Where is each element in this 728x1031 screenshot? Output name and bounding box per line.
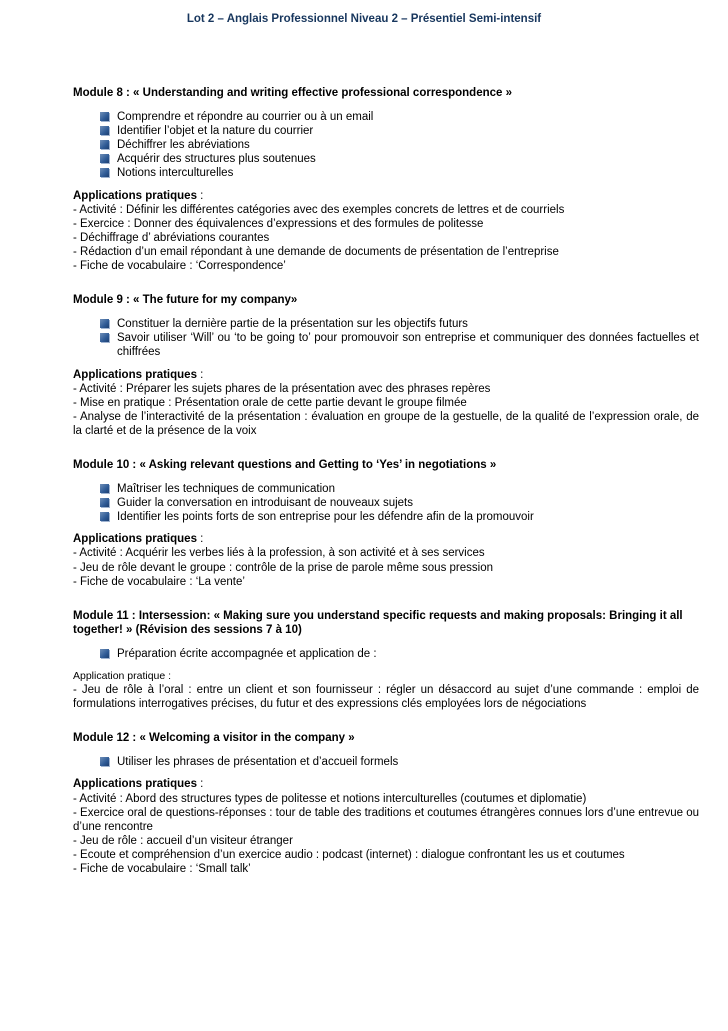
list-item-text: Maîtriser les techniques de communication — [117, 483, 335, 496]
applications-label: Applications pratiques — [73, 533, 197, 546]
module-10 — [73, 458, 699, 589]
module-9 — [73, 293, 699, 438]
activity-line: - Activité : Préparer les sujets phares de la présentation avec des phrases repères — [73, 382, 491, 395]
list-item-text: Notions interculturelles — [117, 167, 234, 180]
module-12 — [73, 731, 699, 876]
list-item-text: Utiliser les phrases de présentation et d’accueil formels — [117, 756, 399, 769]
list-item — [117, 166, 699, 180]
square-bullet-icon — [100, 319, 109, 328]
applications-label: Application pratique — [73, 670, 166, 682]
activity-line: - Fiche de vocabulaire : ‘Small talk’ — [73, 863, 251, 876]
activity-line: - Ecoute et compréhension d’un exercice audio : podcast (internet) : dialogue confrontant les us et coutumes — [73, 848, 625, 861]
applications-heading — [73, 368, 699, 382]
objectives-list — [73, 317, 699, 359]
objectives-list — [73, 482, 699, 524]
spacer — [73, 273, 699, 293]
list-item-text: Déchiffrer les abréviations — [117, 139, 250, 152]
list-item-text: Guider la conversation en introduisant de nouveaux sujets — [117, 497, 413, 510]
square-bullet-icon — [100, 512, 109, 521]
list-item — [117, 482, 699, 496]
activity-line: - Jeu de rôle devant le groupe : contrôle de la prise de parole même sous pression — [73, 561, 493, 574]
module-11 — [73, 609, 699, 712]
document-header: Lot 2 – Anglais Professionnel Niveau 2 – Présentiel Semi-intensif — [186, 13, 542, 25]
applications-colon: : — [196, 778, 204, 791]
spacer — [73, 438, 699, 458]
list-item-text: Identifier les points forts de son entreprise pour les défendre afin de la promouvoir — [117, 511, 534, 524]
square-bullet-icon — [100, 154, 109, 163]
square-bullet-icon — [100, 484, 109, 493]
activity-line: - Activité : Définir les différentes catégories avec des exemples concrets de lettres et de courriels — [73, 203, 565, 216]
list-item — [117, 110, 699, 124]
square-bullet-icon — [100, 140, 109, 149]
module-title: Module 11 : Intersession: « Making sure you understand specific requests and making proposals: Bringing it all together! » (Révision des sessions 7 à 10) — [73, 609, 683, 636]
list-item-text: Acquérir des structures plus soutenues — [117, 153, 316, 166]
list-item-text: Savoir utiliser ‘Will’ ou ‘to be going to’ pour promouvoir son entreprise et communiquer des données factuelles et chiffrées — [117, 332, 699, 359]
applications-label: Applications pratiques — [73, 189, 197, 202]
square-bullet-icon — [100, 649, 109, 658]
list-item — [117, 124, 699, 138]
module-title: Module 8 : « Understanding and writing effective professional correspondence » — [73, 87, 512, 99]
activity-line: - Fiche de vocabulaire : ‘La vente’ — [73, 575, 245, 588]
list-item-text: Constituer la dernière partie de la présentation sur les objectifs futurs — [117, 318, 468, 331]
applications-heading — [73, 532, 699, 546]
square-bullet-icon — [100, 126, 109, 135]
applications-label: Applications pratiques — [73, 368, 197, 381]
list-item — [117, 331, 699, 359]
list-item-text: Préparation écrite accompagnée et application de : — [117, 647, 377, 660]
document-body — [73, 86, 699, 876]
square-bullet-icon — [100, 112, 109, 121]
activity-line: - Analyse de l’interactivité de la présentation : évaluation en groupe de la gestuelle, de la qualité de l’expression orale, de la clarté et de la présence de la voix — [73, 410, 699, 437]
applications-colon: : — [196, 533, 204, 546]
activity-line: - Activité : Abord des structures types de politesse et notions interculturelles (coutumes et diplomatie) — [73, 792, 587, 805]
list-item — [117, 152, 699, 166]
activity-line: - Exercice oral de questions-réponses : tour de table des traditions et coutumes étrangères connues lors d’une entrevue ou d’une rencontre — [73, 806, 699, 833]
objectives-list — [73, 755, 699, 769]
objectives-list — [73, 110, 699, 180]
module-title: Module 10 : « Asking relevant questions and Getting to ‘Yes’ in negotiations » — [73, 458, 497, 471]
applications-colon: : — [196, 189, 204, 202]
list-item — [117, 138, 699, 152]
spacer — [73, 711, 699, 731]
applications-colon: : — [165, 670, 172, 682]
activity-line: - Jeu de rôle à l’oral : entre un client et son fournisseur : régler un désaccord au sujet d’une commande : emploi de formulations interrogatives précises, du futur et des expressions clés employées lors de négociations — [73, 684, 699, 711]
activity-line: - Exercice : Donner des équivalences d’expressions et des formules de politesse — [73, 217, 484, 230]
list-item — [117, 317, 699, 331]
activity-line: - Déchiffrage d’ abréviations courantes — [73, 231, 270, 244]
activity-line: - Mise en pratique : Présentation orale de cette partie devant le groupe filmée — [73, 396, 467, 409]
square-bullet-icon — [100, 757, 109, 766]
list-item-text: Identifier l’objet et la nature du courrier — [117, 125, 314, 138]
list-item — [117, 496, 699, 510]
list-item — [117, 647, 699, 661]
applications-colon: : — [196, 368, 204, 381]
applications-heading — [73, 189, 699, 203]
applications-label: Applications pratiques — [73, 778, 197, 791]
module-title: Module 9 : « The future for my company» — [73, 294, 298, 307]
module-8 — [73, 86, 699, 273]
objectives-list — [73, 647, 699, 661]
square-bullet-icon — [100, 168, 109, 177]
spacer — [73, 589, 699, 609]
list-item — [117, 755, 699, 769]
activity-line: - Rédaction d’un email répondant à une demande de documents de présentation de l’entreprise — [73, 245, 559, 258]
list-item — [117, 510, 699, 524]
module-title: Module 12 : « Welcoming a visitor in the company » — [73, 732, 355, 745]
square-bullet-icon — [100, 498, 109, 507]
activity-line: - Activité : Acquérir les verbes liés à la profession, à son activité et à ses services — [73, 547, 485, 560]
activity-line: - Jeu de rôle : accueil d’un visiteur étranger — [73, 834, 293, 847]
applications-heading — [73, 777, 699, 791]
applications-heading — [73, 669, 699, 683]
activity-line: - Fiche de vocabulaire : ‘Correspondence’ — [73, 260, 286, 273]
square-bullet-icon — [100, 333, 109, 342]
list-item-text: Comprendre et répondre au courrier ou à un email — [117, 111, 374, 124]
